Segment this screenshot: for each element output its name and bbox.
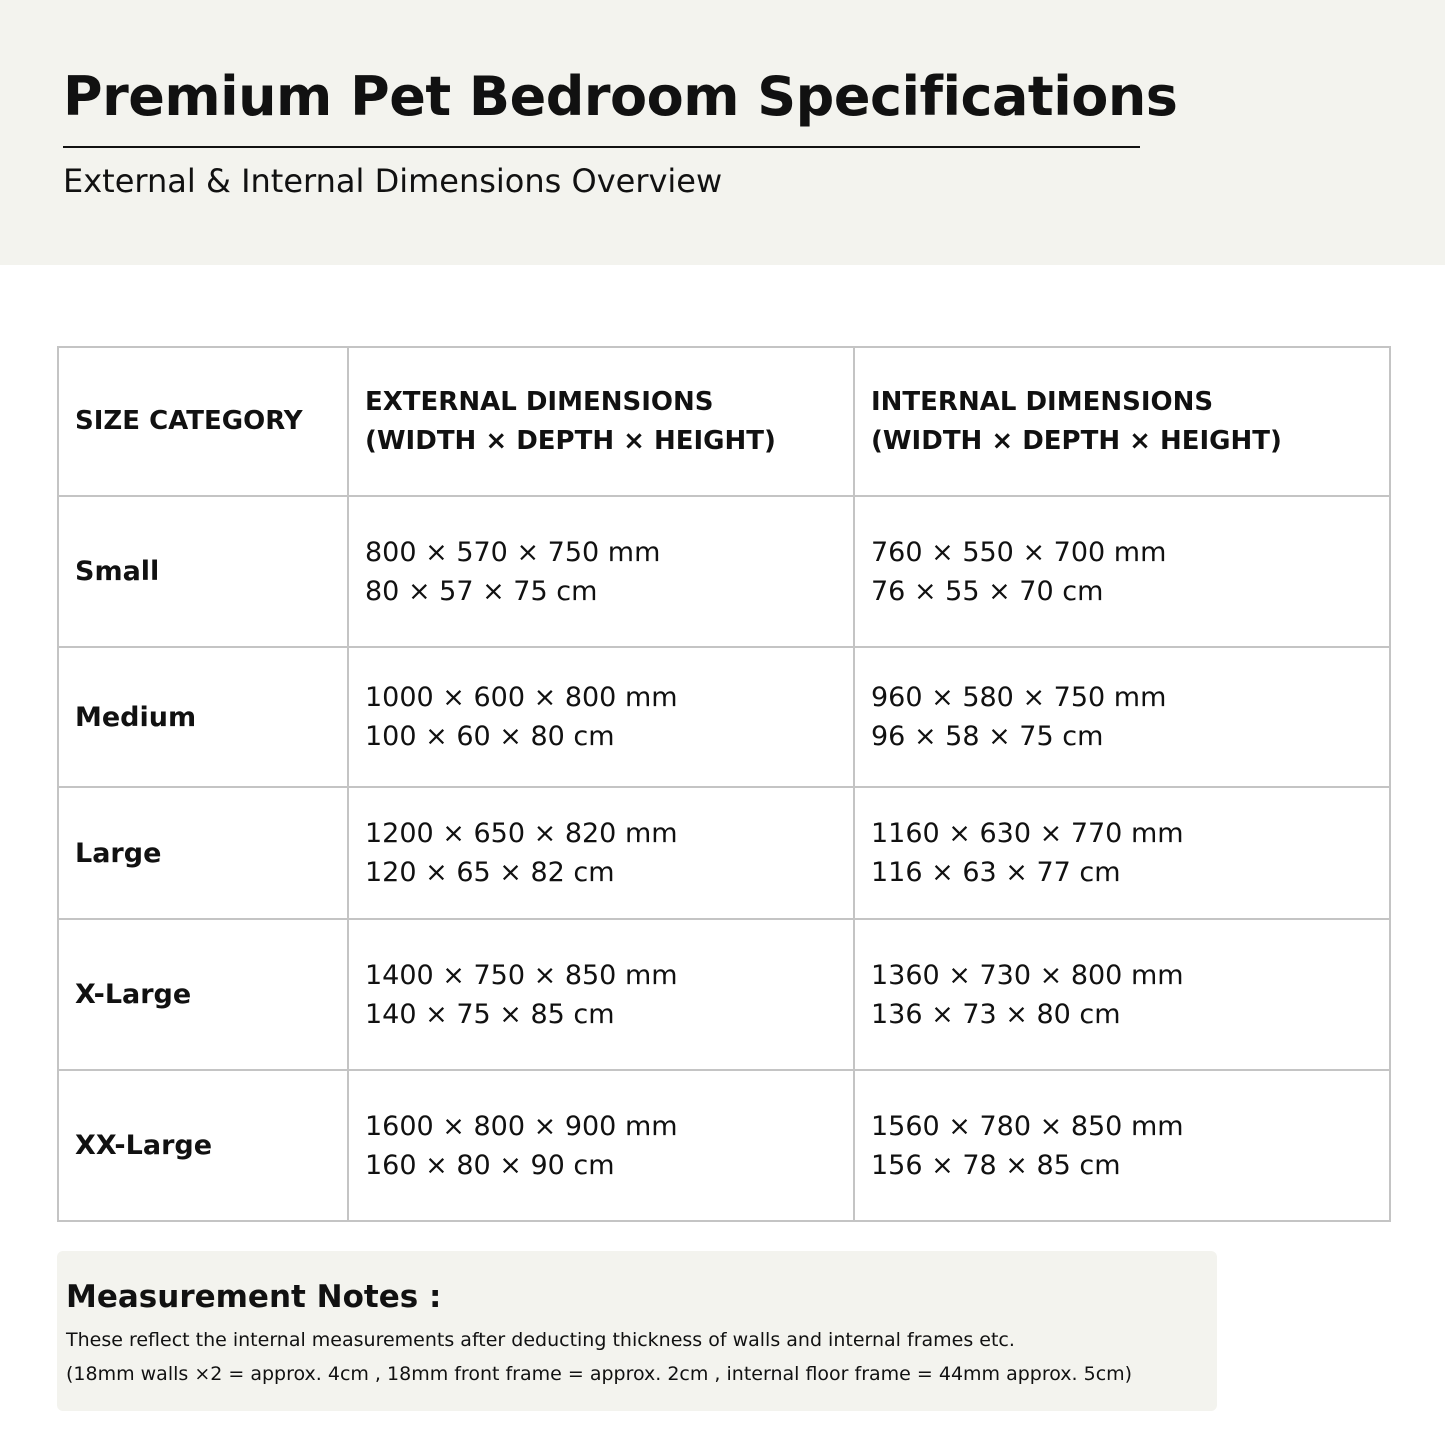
external-mm: 1400 × 750 × 850 mm: [365, 959, 678, 991]
external-dimensions-cell: [348, 919, 854, 1070]
external-cm: 120 × 65 × 82 cm: [365, 857, 615, 888]
external-dimensions-cell: [348, 1070, 854, 1221]
table-row: [58, 1070, 1390, 1221]
external-dimensions-cell: [348, 787, 854, 919]
internal-cm: 156 × 78 × 85 cm: [871, 1149, 1121, 1181]
header-external-dimensions: [348, 347, 854, 496]
table-row: [58, 496, 1390, 647]
measurement-notes-line: These reflect the internal measurements after deducting thickness of walls and internal frames etc.: [66, 1329, 1015, 1351]
internal-cm: 136 × 73 × 80 cm: [871, 998, 1121, 1030]
internal-mm: 760 × 550 × 700 mm: [871, 536, 1167, 568]
size-cell: Medium: [58, 647, 348, 787]
internal-cm: 76 × 55 × 70 cm: [871, 575, 1104, 607]
internal-mm: 1160 × 630 × 770 mm: [871, 818, 1184, 849]
external-dimensions-cell: [348, 496, 854, 647]
table-row: [58, 787, 1390, 919]
internal-dimensions-cell: [854, 787, 1390, 919]
internal-dimensions-cell: [854, 647, 1390, 787]
header-internal-dimensions-axes: (WIDTH × DEPTH × HEIGHT): [871, 425, 1282, 456]
external-mm: 1200 × 650 × 820 mm: [365, 818, 678, 849]
external-cm: 140 × 75 × 85 cm: [365, 998, 615, 1030]
specifications-table: [57, 346, 1391, 1222]
external-mm: 800 × 570 × 750 mm: [365, 536, 661, 568]
page-title: Premium Pet Bedroom Specifications: [63, 62, 1140, 148]
header-external-dimensions-label: EXTERNAL DIMENSIONS: [365, 386, 714, 417]
measurement-notes-title: Measurement Notes :: [66, 1279, 442, 1315]
size-cell: XX-Large: [58, 1070, 348, 1221]
size-cell: Small: [58, 496, 348, 647]
external-cm: 160 × 80 × 90 cm: [365, 1149, 615, 1181]
internal-dimensions-cell: [854, 919, 1390, 1070]
internal-dimensions-cell: [854, 1070, 1390, 1221]
header-external-dimensions-axes: (WIDTH × DEPTH × HEIGHT): [365, 425, 776, 456]
external-dimensions-cell: [348, 647, 854, 787]
measurement-notes-box: [57, 1251, 1217, 1411]
external-mm: 1600 × 800 × 900 mm: [365, 1110, 678, 1142]
internal-dimensions-cell: [854, 496, 1390, 647]
header-size-category-label: SIZE CATEGORY: [75, 406, 303, 436]
size-cell: Large: [58, 787, 348, 919]
table-row: [58, 647, 1390, 787]
external-mm: 1000 × 600 × 800 mm: [365, 682, 678, 713]
header-internal-dimensions-label: INTERNAL DIMENSIONS: [871, 386, 1214, 417]
internal-mm: 960 × 580 × 750 mm: [871, 682, 1167, 713]
header-size-category: [58, 347, 348, 496]
measurement-notes-line: (18mm walls ×2 = approx. 4cm , 18mm front frame = approx. 2cm , internal floor frame = 44mm approx. 5cm): [66, 1363, 1133, 1385]
external-cm: 100 × 60 × 80 cm: [365, 721, 615, 752]
internal-cm: 96 × 58 × 75 cm: [871, 721, 1104, 752]
external-cm: 80 × 57 × 75 cm: [365, 575, 598, 607]
internal-mm: 1360 × 730 × 800 mm: [871, 959, 1184, 991]
table-row: [58, 919, 1390, 1070]
header-internal-dimensions: [854, 347, 1390, 496]
size-cell: X-Large: [58, 919, 348, 1070]
table-header-row: [58, 347, 1390, 496]
page-subtitle: External & Internal Dimensions Overview: [63, 162, 723, 200]
internal-cm: 116 × 63 × 77 cm: [871, 857, 1121, 888]
internal-mm: 1560 × 780 × 850 mm: [871, 1110, 1184, 1142]
